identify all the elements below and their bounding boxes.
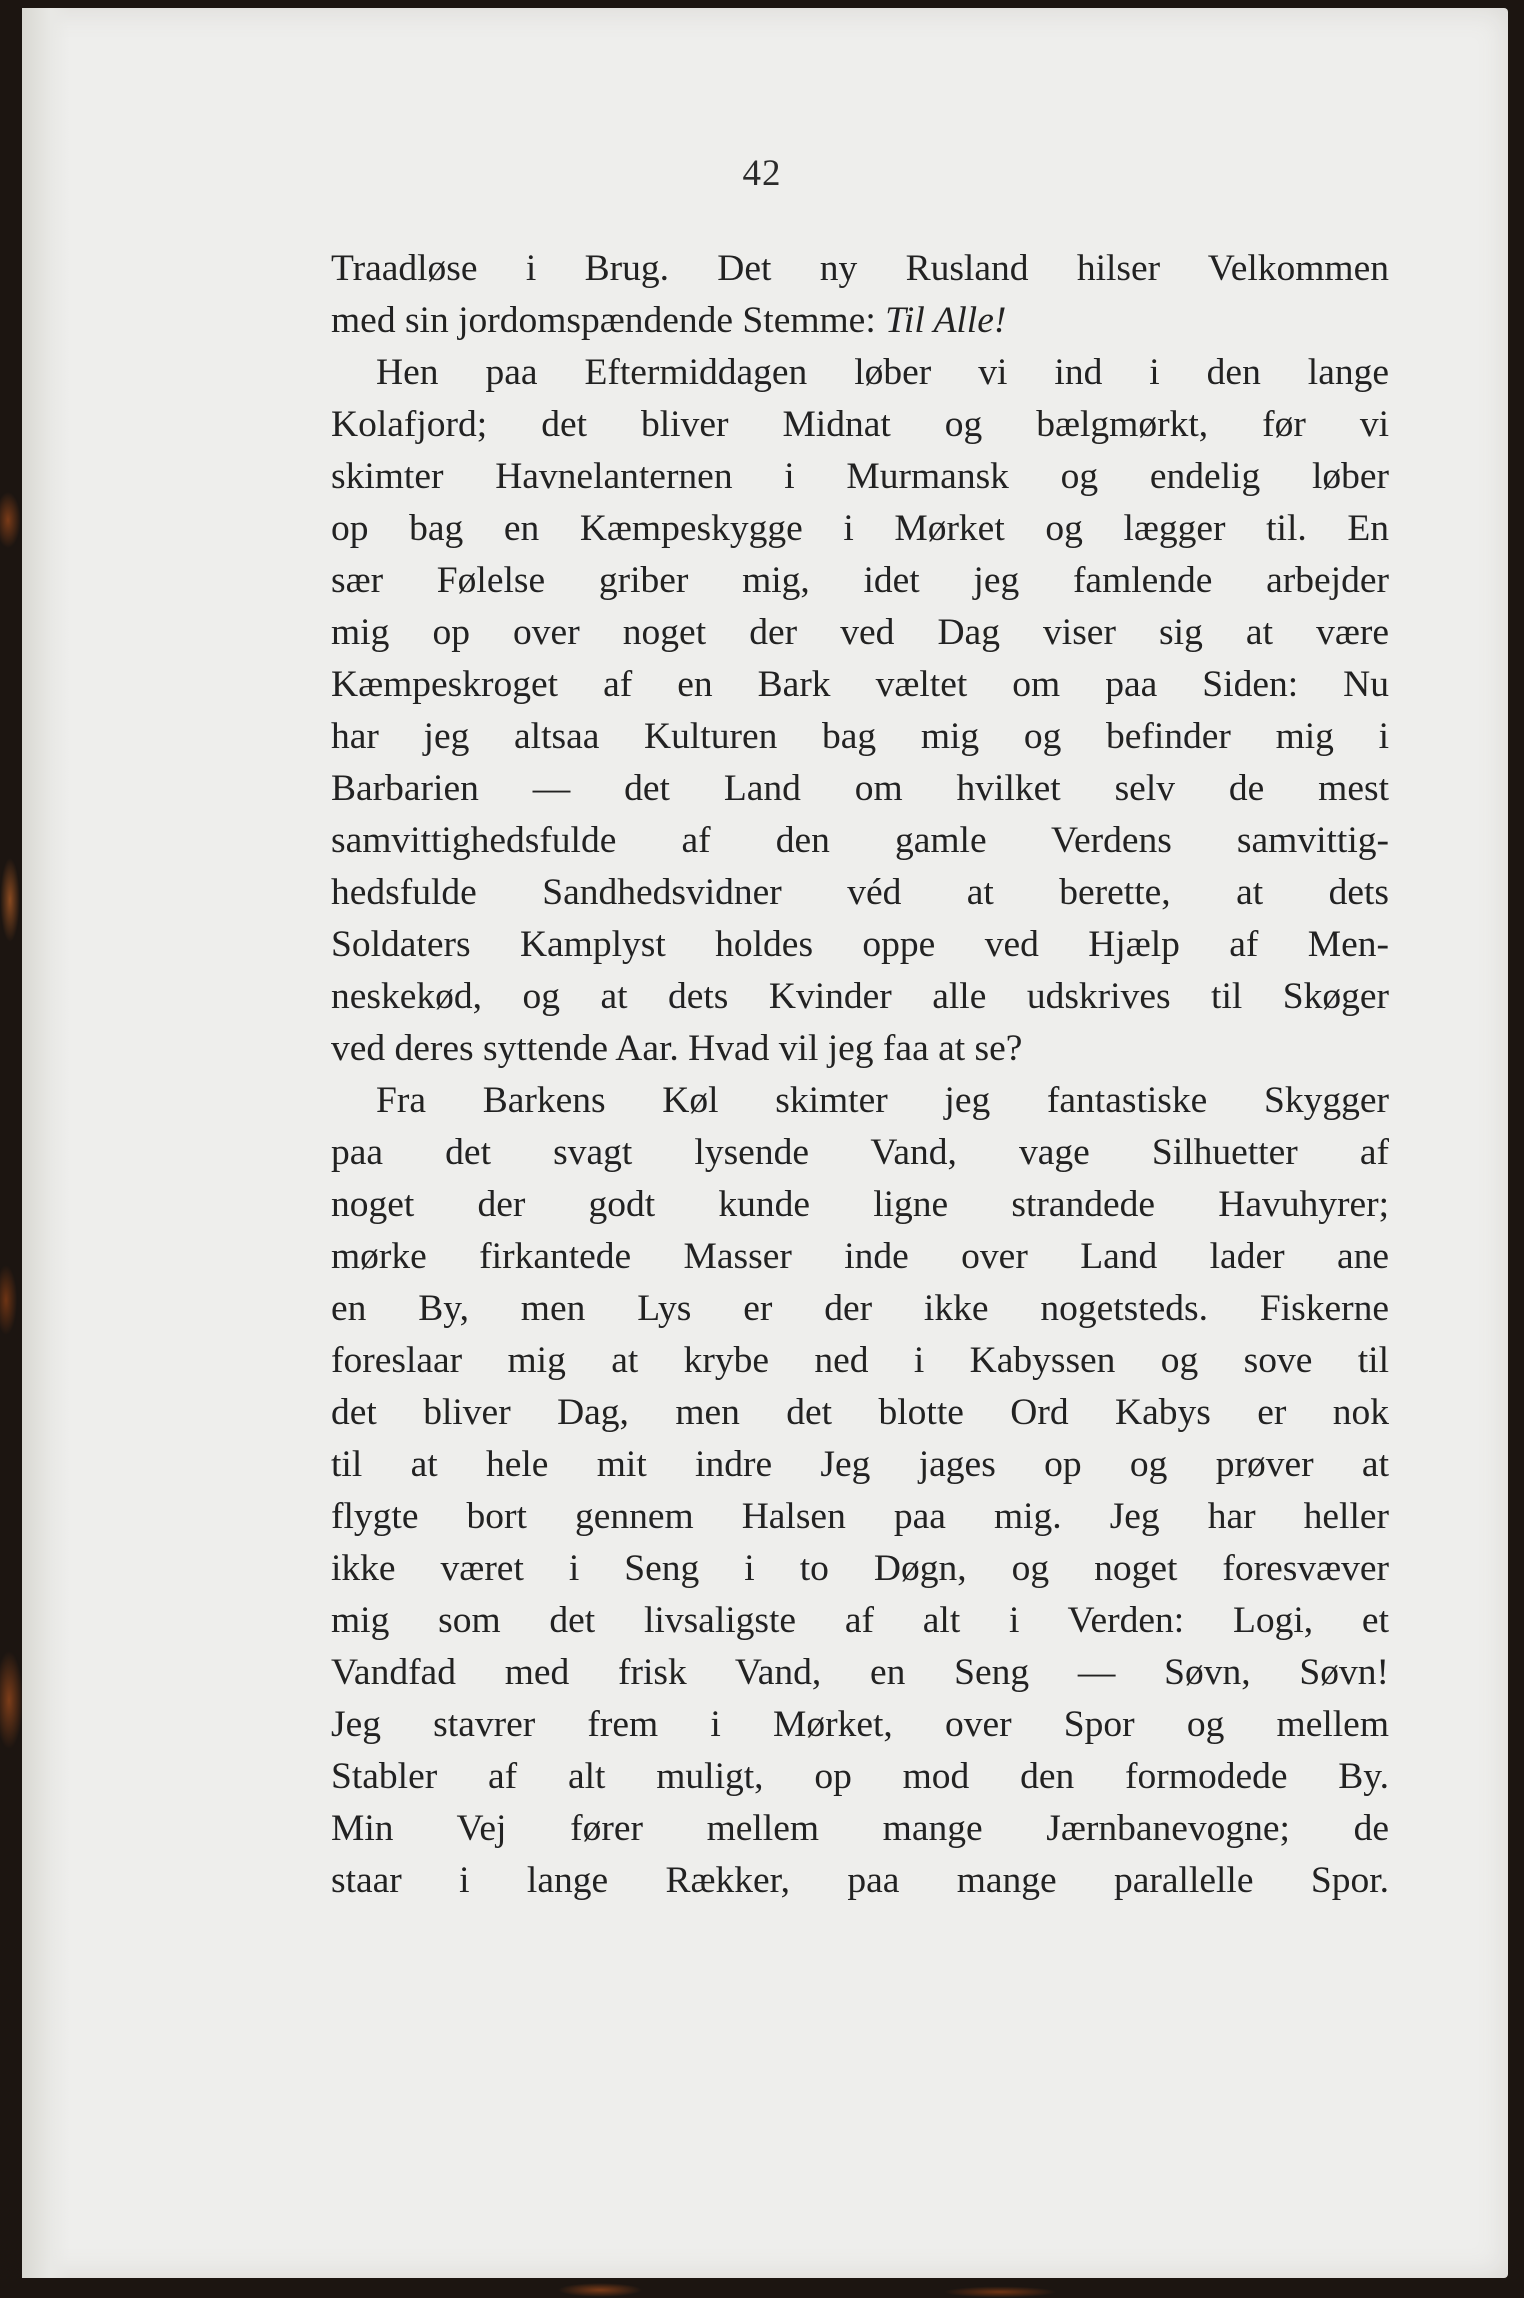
text-line-8: mig op over noget der ved Dag viser sig at være: [331, 612, 1389, 653]
text-line-32: staar i lange Rækker, paa mange parallelle Spor.: [331, 1860, 1389, 1901]
text-line-19: noget der godt kunde ligne strandede Havuhyrer;: [331, 1184, 1389, 1225]
text-line-22: foreslaar mig at krybe ned i Kabyssen og sove til: [331, 1340, 1389, 1381]
text-line-14: Soldaters Kamplyst holdes oppe ved Hjælp af Men-: [331, 924, 1389, 965]
text-line-24: til at hele mit indre Jeg jages op og prøver at: [331, 1444, 1389, 1485]
text-line-16: ved deres syttende Aar. Hvad vil jeg faa at se?: [331, 1028, 1023, 1069]
italic-phrase: Til Alle!: [885, 300, 1007, 341]
text-line-4: Kolafjord; det bliver Midnat og bælgmørkt, før vi: [331, 404, 1389, 445]
text-line-2: [331, 295, 1389, 347]
text-line-20: mørke firkantede Masser inde over Land lader ane: [331, 1236, 1389, 1277]
page-number: 42: [742, 153, 782, 194]
text-line-23: det bliver Dag, men det blotte Ord Kabys er nok: [331, 1392, 1389, 1433]
text-line-28: Vandfad med frisk Vand, en Seng — Søvn, Søvn!: [331, 1652, 1389, 1693]
text-line-18: paa det svagt lysende Vand, vage Silhuetter af: [331, 1132, 1389, 1173]
text-line-26: ikke været i Seng i to Døgn, og noget foresvæver: [331, 1548, 1389, 1589]
body-text: [331, 243, 1389, 1907]
text-line-6: op bag en Kæmpeskygge i Mørket og lægger til. En: [331, 508, 1389, 549]
text-line-3: Hen paa Eftermiddagen løber vi ind i den lange: [376, 352, 1389, 393]
text-line-9: Kæmpeskroget af en Bark væltet om paa Siden: Nu: [331, 664, 1389, 705]
text-line-15: neskekød, og at dets Kvinder alle udskrives til Skøger: [331, 976, 1389, 1017]
page-gutter: [22, 8, 70, 2278]
text-line-13: hedsfulde Sandhedsvidner véd at berette, at dets: [331, 872, 1389, 913]
text-line-25: flygte bort gennem Halsen paa mig. Jeg har heller: [331, 1496, 1389, 1537]
text-line-31: Min Vej fører mellem mange Jærnbanevogne; de: [331, 1808, 1389, 1849]
text-line-1: Traadløse i Brug. Det ny Rusland hilser Velkommen: [331, 248, 1389, 289]
text-line-12: samvittighedsfulde af den gamle Verdens samvittig-: [331, 820, 1389, 861]
text-line-7: sær Følelse griber mig, idet jeg famlende arbejder: [331, 560, 1389, 601]
text-line-2-start: med sin jordomspændende Stemme:: [331, 300, 886, 341]
text-line-11: Barbarien — det Land om hvilket selv de mest: [331, 768, 1389, 809]
text-line-27: mig som det livsaligste af alt i Verden: Logi, et: [331, 1600, 1389, 1641]
text-line-17: Fra Barkens Køl skimter jeg fantastiske Skygger: [376, 1080, 1389, 1121]
text-line-30: Stabler af alt muligt, op mod den formodede By.: [331, 1756, 1389, 1797]
text-line-21: en By, men Lys er der ikke nogetsteds. Fiskerne: [331, 1288, 1389, 1329]
text-line-29: Jeg stavrer frem i Mørket, over Spor og mellem: [331, 1704, 1389, 1745]
text-line-10: har jeg altsaa Kulturen bag mig og befinder mig i: [331, 716, 1389, 757]
text-line-5: skimter Havnelanternen i Murmansk og endelig løber: [331, 456, 1389, 497]
